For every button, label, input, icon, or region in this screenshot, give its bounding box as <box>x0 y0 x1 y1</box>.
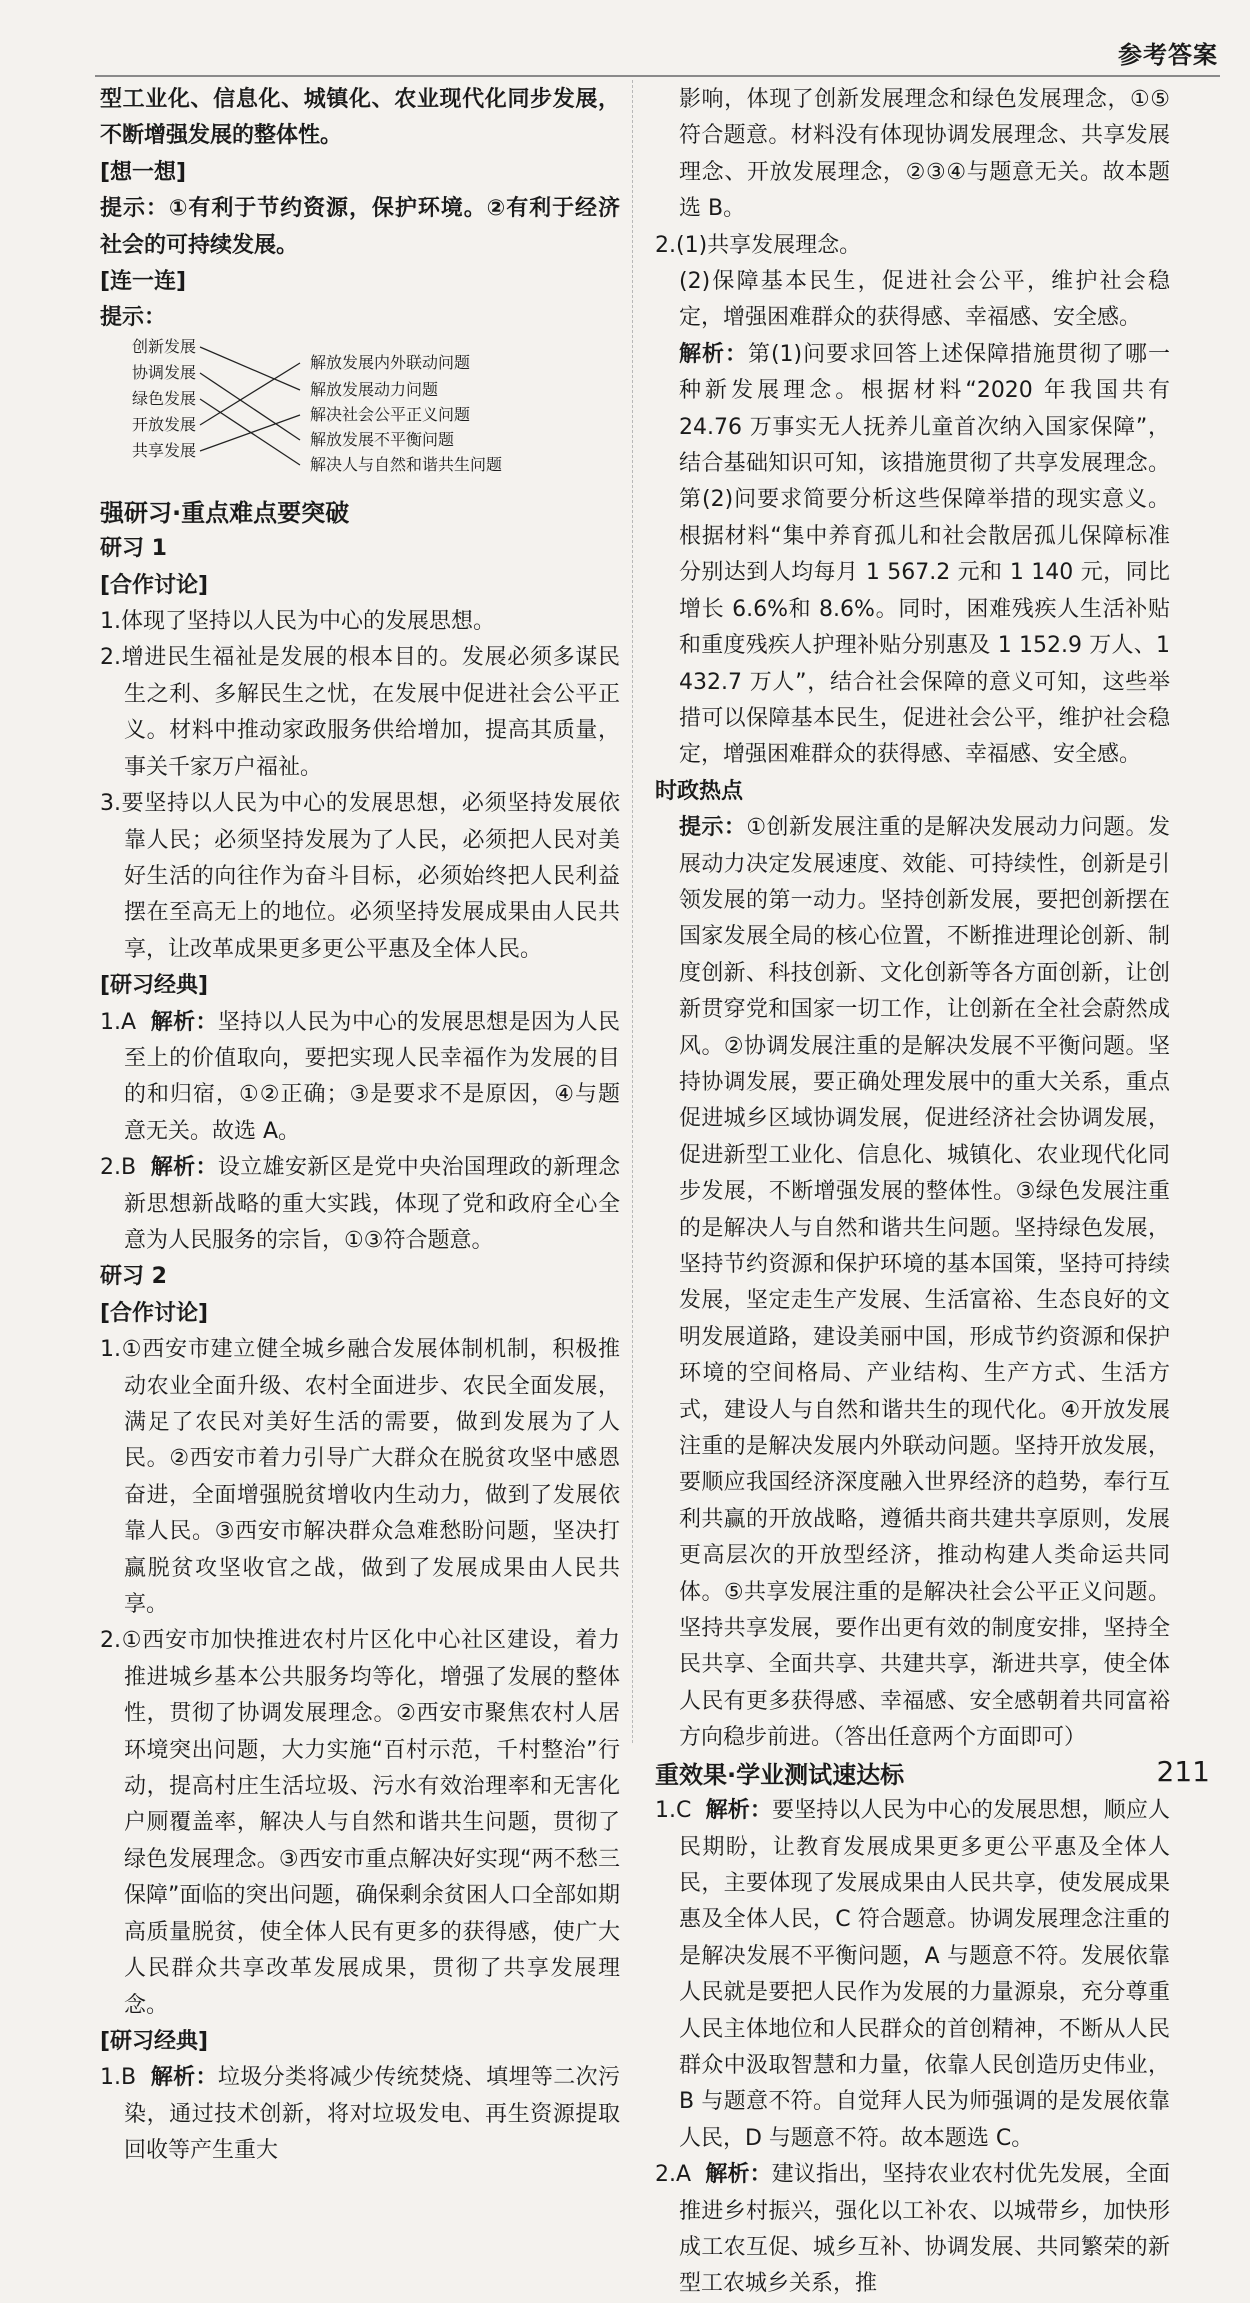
answer-label: 解析： <box>150 1009 218 1035</box>
q2-title: 2.(1)共享发展理念。 <box>655 232 862 258</box>
answer-label: 解析： <box>705 1798 772 1824</box>
think-heading: [想一想] <box>100 159 187 185</box>
answer-num: 1.C <box>655 1798 692 1824</box>
answer-text: 要坚持以人民为中心的发展思想，顺应人民期盼，让教育发展成果更多更公平惠及全体人民，主要体现了发展成果由人民共享，使发展成果惠及全体人民，C 符合题意。协调发展理念注重的是解决发展不平衡问题，A 与题意不符。发展依靠人民就是要把人民作为发展的力量源泉，充分尊重人民主体地位和人民群众的首创精神，不断从人民群众中汲取智慧和力量，依靠人民创造历史伟业，B 与题意不符。自觉拜人民为师强调的是发展依靠人民，D 与题意不符。故本题选 C。 <box>679 1798 1170 2151</box>
q2-analysis-text: 第(1)问要求回答上述保障措施贯彻了哪一种新发展理念。根据材料“2020 年我国共有 24.76 万事实无人抚养儿童首次纳入国家保障”，结合基础知识可知，该措施贯彻了共享发展理念。第(2)问要求简要分析这些保障举措的现实意义。根据材料“集中养育孤儿和社会散居孤儿保障标准分别达到人均每月 1 567.2 元和 1 140 元，同比增长 6.6%和 8.6%。同时，困难残疾人生活补贴和重度残疾人护理补贴分别惠及 1 152.9 万人、1 432.7 万人”，结合社会保障的意义可知，这些举措可以保障基本民生，促进社会公平，维护社会稳定，增强困难群众的获得感、幸福感、安全感。 <box>679 341 1170 768</box>
study1-item-1: 1.体现了坚持以人民为中心的发展思想。 <box>100 609 495 635</box>
study2-classic-heading: [研习经典] <box>100 2028 209 2054</box>
study2-item-1: 1.①西安市建立健全城乡融合发展体制机制，积极推动农业全面升级、农村全面进步、农民全面发展，满足了农民对美好生活的需要，做到发展为了人民。②西安市着力引导广大群众在脱贫攻坚中感恩奋进，全面增强脱贫增收内生动力，做到了发展依靠人民。③西安市解决群众急难愁盼问题，坚决打赢脱贫攻坚收官之战，做到了发展成果由人民共享。 <box>100 1337 620 1618</box>
answer-num: 2.A <box>655 2162 692 2188</box>
answer-num: 1.A <box>100 1009 137 1035</box>
think-hint-text: ①有利于节约资源，保护环境。②有利于经济社会的可持续发展。 <box>100 196 620 258</box>
q2-analysis <box>655 337 1170 774</box>
answer-num: 2.B <box>100 1155 137 1181</box>
match-left-2: 协调发展 <box>132 362 197 382</box>
match-line-open <box>200 363 300 425</box>
test-answer-2 <box>655 2157 1170 2303</box>
hot-topic-text: ①创新发展注重的是解决发展动力问题。发展动力决定发展速度、效能、可持续性，创新是引领发展的第一动力。坚持创新发展，要把创新摆在国家发展全局的核心位置，不断推进理论创新、制度创新、科技创新、文化创新等各方面创新，让创新贯穿党和国家一切工作，让创新在全社会蔚然成风。②协调发展注重的是解决发展不平衡问题。坚持协调发展，要正确处理发展中的重大关系，重点促进城乡区域协调发展，促进经济社会协调发展，促进新型工业化、信息化、城镇化、农业现代化同步发展，不断增强发展的整体性。③绿色发展注重的是解决人与自然和谐共生问题。坚持绿色发展，坚持节约资源和保护环境的基本国策，坚持可持续发展，坚定走生产发展、生活富裕、生态良好的文明发展道路，建设美丽中国，形成节约资源和保护环境的空间格局、产业结构、生产方式、生活方式，建设人与自然和谐共生的现代化。④开放发展注重的是解决发展内外联动问题。坚持开放发展，要顺应我国经济深度融入世界经济的趋势，奉行互利共赢的开放战略，遵循共商共建共享原则，发展更高层次的开放型经济，推动构建人类命运共同体。⑤共享发展注重的是解决社会公平正义问题。坚持共享发展，要作出更有效的制度安排，坚持全民共享、全面共享、共建共享，渐进共享，使全体人民有更多获得感、幸福感、安全感朝着共同富裕方向稳步前进。（答出任意两个方面即可） <box>679 815 1170 1751</box>
answer-text: 建议指出，坚持农业农村优先发展，全面推进乡村振兴，强化以工补农、以城带乡，加快形成工农互促、城乡互补、协调发展、共同繁荣的新型工农城乡关系，推 <box>679 2162 1170 2297</box>
match-right-5: 解决人与自然和谐共生问题 <box>310 454 503 474</box>
match-line-share <box>200 415 300 451</box>
q2-analysis-label: 解析： <box>679 341 748 367</box>
study1-title: 研习 1 <box>100 536 167 562</box>
study2-item-2: 2.①西安市加快推进农村片区化中心社区建设，着力推进城乡基本公共服务均等化，增强了发展的整体性，贯彻了协调发展理念。②西安市聚焦农村人居环境突出问题，大力实施“百村示范，千村整治”行动，提高村庄生活垃圾、污水有效治理率和无害化户厕覆盖率，解决人与自然和谐共生问题，贯彻了绿色发展理念。③西安市重点解决好实现“两不愁三保障”面临的突出问题，确保剩余贫困人口全部如期高质量脱贫，使全体人民有更多的获得感，使广大人民群众共享改革发展成果，贯彻了共享发展理念。 <box>100 1628 620 2018</box>
answer-text: 垃圾分类将减少传统焚烧、填埋等二次污染，通过技术创新，将对垃圾发电、再生资源提取回收等产生重大 <box>124 2065 620 2164</box>
answer-num: 1.B <box>100 2065 137 2091</box>
connect-heading: [连一连] <box>100 269 187 295</box>
study1-answer-2 <box>100 1150 620 1259</box>
study1-classic-heading: [研习经典] <box>100 973 209 999</box>
study2-title: 研习 2 <box>100 1264 167 1290</box>
match-right-4: 解放发展不平衡问题 <box>310 429 455 449</box>
test-answer-1 <box>655 1793 1170 2157</box>
study1-item-2: 2.增进民生福祉是发展的根本目的。发展必须多谋民生之利、多解民生之忧，在发展中促进社会公平正义。材料中推动家政服务供给增加，提高其质量，事关千家万户福祉。 <box>100 645 620 780</box>
study2-discussion-heading: [合作讨论] <box>100 1300 209 1326</box>
match-left-5: 共享发展 <box>132 440 197 460</box>
connect-hint-label: 提示： <box>100 305 167 331</box>
match-left-4: 开放发展 <box>132 414 197 434</box>
q2-part2: (2)保障基本民生，促进社会公平，维护社会稳定，增强困难群众的获得感、幸福感、安全感。 <box>679 269 1170 331</box>
matching-diagram <box>0 337 620 495</box>
header-rule <box>95 75 1220 77</box>
answer-label: 解析： <box>705 2162 772 2188</box>
hot-topic-title: 时政热点 <box>655 778 744 804</box>
match-left-1: 创新发展 <box>132 336 197 356</box>
match-right-2: 解放发展动力问题 <box>310 379 439 399</box>
study2-answer-1 <box>100 2060 620 2169</box>
answer-text: 设立雄安新区是党中央治国理政的新理念新思想新战略的重大实践，体现了党和政府全心全意为人民服务的宗旨，①③符合题意。 <box>124 1155 620 1253</box>
study1-answer-1 <box>100 1005 620 1151</box>
match-right-1: 解放发展内外联动问题 <box>310 352 471 372</box>
answer-label: 解析： <box>150 2065 218 2091</box>
match-right-3: 解决社会公平正义问题 <box>310 404 471 424</box>
study1-item-3: 3.要坚持以人民为中心的发展思想，必须坚持发展依靠人民；必须坚持发展为了人民，必须把人民对美好生活的向往作为奋斗目标，必须始终把人民利益摆在至高无上的地位。必须坚持发展成果由人民共享，让改革成果更多更公平惠及全体人民。 <box>100 791 620 962</box>
header-title: 参考答案 <box>1118 41 1218 69</box>
continued-text: 影响，体现了创新发展理念和绿色发展理念，①⑤符合题意。材料没有体现协调发展理念、共享发展理念、开放发展理念，②③④与题意无关。故本题选 B。 <box>679 87 1170 222</box>
page-number: 211 <box>1156 1755 1210 1788</box>
left-column <box>100 82 620 2170</box>
column-divider <box>632 80 633 1743</box>
section-title-study: 强研习·重点难点要突破 <box>100 498 350 527</box>
study1-discussion-heading: [合作讨论] <box>100 572 209 598</box>
match-line-green <box>200 399 300 465</box>
think-hint-label: 提示： <box>100 196 169 222</box>
answer-text: 坚持以人民为中心的发展思想是因为人民至上的价值取向，要把实现人民幸福作为发展的目的和归宿，①②正确；③是要求不是原因，④与题意无关。故选 A。 <box>124 1009 620 1144</box>
hot-topic-label: 提示： <box>679 815 747 841</box>
hot-topic-body <box>655 810 1170 1757</box>
think-hint <box>100 191 620 264</box>
intro-text: 型工业化、信息化、城镇化、农业现代化同步发展，不断增强发展的整体性。 <box>100 87 620 149</box>
right-column <box>655 82 1170 2303</box>
match-left-3: 绿色发展 <box>132 388 197 408</box>
answer-label: 解析： <box>150 1155 218 1181</box>
section-title-test: 重效果·学业测试速达标 <box>655 1760 905 1789</box>
